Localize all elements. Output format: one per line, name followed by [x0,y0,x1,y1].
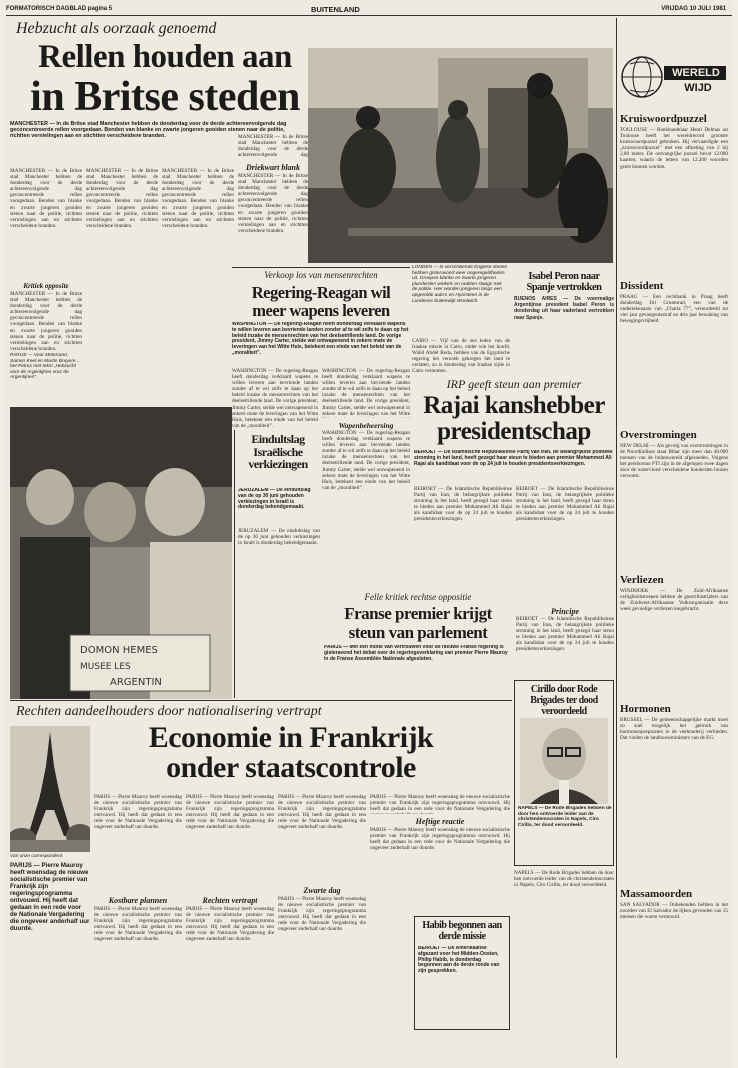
economy-col-4b [370,827,510,913]
israel-body [238,528,320,698]
iran-col-1 [414,486,512,590]
reagan-col-2 [322,368,410,418]
economy-headline-1: Economie in Frankrijk [148,721,434,754]
header-date: VRIJDAG 10 JULI 1981 [661,6,726,12]
riots-headline-1: Rellen houden aan [38,39,292,75]
france-headline-2: steun van parlement [348,623,488,642]
divider [234,430,235,698]
sidebar-item [620,429,728,571]
riots-sub-2: Driekwart blank [245,163,300,172]
riots-col-4-text: MANCHESTER — In de Britse stad Manchester hebben de donderdag voor de derde achtereenvolgende dag geconcentreerde rellen voorgedaan. Benden van blanke en zwarte jongeren gooiden stenen naar de politie, richtten vernielingen aan en stichtten verscheidene branden. [238,173,308,234]
riots-col-2 [86,168,158,404]
israel-lead: JERUZALEM — De eindultslag van de op 30 juni gehouden verkiezingen in Israël is donderdag bekendgemaakt. [238,488,311,511]
sign-text-2: MUSEE LES [80,662,131,672]
reagan-kicker: Verkoop los van mensenrechten [264,270,378,280]
reagan-col-3-text: WASHINGTON — De regering-Reagan heeft donderdag verklaard wapens te willen leveren aan bevriende landen zonder af te wil zelfs te daan op het beleid inzake de mensenrechten van het deelsetrillende land. De vorige president, Jimmy Carter, stelde wel ontwapenend in zekere mate de leveringen van het Witte Huis, betekent een einde van het beleid van de „moraliteit”. [322,430,410,491]
economy-col-3 [278,794,366,882]
riots-sub-1: Kritiek opposite [23,282,69,290]
economy-col-2b [186,906,274,1006]
riots-kicker: Hebzucht als oorzaak genoemd [16,20,217,37]
riots-col-1b-text: MANCHESTER — In de Britse stad Manchester hebben de donderdag voor de derde achtereenvolgende dag geconcentreerde rellen voorgedaan. Benden van blanke en zwarte jongeren gooiden stenen naar de politie, richtten vernielingen aan en stichtten verscheidene branden. [10,291,82,351]
peron-lead: BUENOS AIRES — De voormalige Argentijnse president Isabel Peron is donderdag uit haar vaderland vertrokken naar Spanje. [514,296,614,321]
sidebar-item-title: Massamoorden [620,888,693,900]
logo-word-2: WIJD [684,82,712,94]
habib-lead: BEIROET — De Amerikaanse afgezant voor het Midden-Oosten, Philip Habib, is donderdag begonnen aan de derde ronde van zijn gesprekken. [418,946,500,975]
economy-sub-3: Heftige reactie [415,817,465,826]
sidebar-item-text: BRUSSEL — De gemeenschappelijke markt moet zo snel mogelijk het gebruik van hormonenpreparaten in de veehouderij verbieden. Dat vinden de landbouwministers van de EG. [620,717,728,742]
sidebar-item-title: Dissident [620,280,664,292]
iran-col-2b-text: BEIROET — De Islamitische Republikeinse Partij van Iran, de belangrijkste politieke stroming in het land, heeft gezegd haar steun te bieden aan premier Mohammed Ali Rajai als kandidaat voor de op 24 juli te houden presidentsverkiezingen. [516,616,614,653]
divider [10,700,512,701]
reagan-col-3 [322,430,410,522]
reagan-headline-1: Regering-Reagan wil [251,283,391,302]
sidebar-column [620,110,728,1060]
sidebar-item-text: PRAAG — Een rechtbank in Praag heeft donderdag Jiri Gruntorad, een van de ondertekenaars van „Charta 77”, veroordeeld tot vier jaar gevangenisstraf en drie jaar bewaking van bewegingsvrijheid. [620,294,728,325]
cirillo-body [514,870,614,1020]
iran-headline-2: presidentschap [437,418,591,445]
peron-body [514,296,614,366]
sidebar-item-title: Kruiswoordpuzzel [620,113,707,125]
economy-col-1b [94,906,182,1006]
portrait-image [520,718,608,804]
iran-sub: Principe [551,607,579,616]
protest-image [10,407,232,699]
header-left: FORMATORISCH DAGBLAD pagina 5 [6,6,113,12]
reagan-col-2-text: WASHINGTON — De regering-Reagan heeft donderdag verklaard wapens te willen leveren aan bevriende landen zonder af te wil zelfs te daan op het beleid inzake de mensenrechten van het deelsetrillende land. De vorige president, Jimmy Carter, stelde wel ontwapenend in zekere mate de leveringen van het Witte [322,368,410,417]
economy-col-4 [370,794,510,814]
eiffel-tower-photo [10,726,90,852]
sidebar-item-text: SAN SALVADOR — Onbekenden hebben in het noorden van El Salvador de lijken gevonden van 15 mensen die waren vermoord. [620,902,728,921]
sidebar-item-text: WINDHOEK — De Zuid-Afrikaanse veiligheidstroepen hebben de guerrillastrijders van de Zuidwest-Afrikaanse Volksorganisatie deze week gevoelige verliezen toegebracht. [620,588,728,613]
header-section: BUITENLAND [311,5,360,14]
economy-col-2-text: PARIJS — Pierre Mauroy heeft woensdag de nieuwe socialistische premier van Frankrijk zijn regeringsprogramma ontvouwd. Hij heeft dat gedaan in een rede voor de Nationale Vergadering die ongeveer anderhalf uur duurde. [186,794,274,831]
iran-headline-1: Rajai kanshebber [423,392,605,419]
riots-col-2-text: MANCHESTER — In de Britse stad Manchester hebben de donderdag voor de derde achtereenvolgende dag geconcentreerde rellen voorgedaan. Benden van blanke en zwarte jongeren gooiden stenen naar de politie, richtten vernielingen aan en stichtten verscheidene branden. [86,168,158,229]
economy-col-1-text: PARIJS — Pierre Mauroy heeft woensdag de nieuwe socialistische premier van Frankrijk zijn regeringsprogramma ontvouwd. Hij heeft dat gedaan in een rede voor de Nationale Vergadering die ongeveer anderhalf uur duurde. [94,794,182,831]
iran-col-2-text: BEIROET — De Islamitische Republikeinse Partij van Iran, de belangrijkste politieke stroming in het land, heeft gezegd haar steun te bieden aan premier Mohammed Ali Rajai als kandidaat voor de op 24 juli te houden presidentsverkiezingen. [516,486,614,523]
sidebar-item [620,574,728,700]
cirillo-portrait [520,718,608,804]
economy-col-1b-text: PARIJS — Pierre Mauroy heeft woensdag de nieuwe socialistische premier van Frankrijk zijn regeringsprogramma ontvouwd. Hij heeft dat gedaan in een rede voor de Nationale Vergadering die ongeveer anderhalf uur duurde. [94,906,182,943]
sidebar-item-text: NEW DELHI — Als gevolg van overstromingen in de Noordindiase staat Bihar zijn meer dan 40.000 mensen van de buitenwereld afgesneden. Volgens het persbureau PTI zijn in de afgelopen twee dagen door de watervloed verscheidene honderden huizen verwoest. [620,443,728,480]
economy-col-2b-text: PARIJS — Pierre Mauroy heeft woensdag de nieuwe socialistische premier van Frankrijk zijn regeringsprogramma ontvouwd. Hij heeft dat gedaan in een rede voor de Nationale Vergadering die ongeveer anderhalf uur duurde. [186,906,274,943]
riots-col-3 [162,168,234,404]
sidebar-item-title: Overstromingen [620,429,697,441]
france-headline-1: Franse premier krijgt [344,604,492,623]
divider [616,18,617,1058]
sidebar-item [620,280,728,426]
sidebar-item [620,703,728,885]
economy-lead: PARIJS — Pierre Mauroy heeft woensdag de nieuwe socialistische premier van Frankrijk zijn regeringsprogramma ontvouwd. Hij heeft dat gedaan in een rede voor de Nationale Vergadering die ongeveer anderhalf uur duurde. [10,862,90,932]
eiffel-image [10,726,90,852]
riots-photo-caption: PARIJS — Voor Mitterrand, Samen Keel en Martin Bruyere ... het Petrus met tekst „Hebzucht voor de Argentijnen voor de Argentijnen”. [10,353,81,381]
economy-col-1 [94,794,182,892]
riots-col-1 [10,168,82,278]
cirillo-caption: NAPELS — De Rode Brigades hebben de door hen ontvoerde leider van de christendemocraten in Napels, Ciro Cirillo, ter dood veroordeeld. [518,806,612,828]
sidebar-item [620,113,728,277]
riots-col-1b [10,291,82,351]
sidebar-item [620,888,728,1022]
economy-sub-1: Kostbare plannen [108,896,168,905]
israel-headline: Eindultslag Israëlische verkiezingen [248,432,308,471]
peron-headline: Isabel Peron naar Spanje vertrokken [526,271,602,293]
france-kicker: Felle kritiek rechtse oppositie [364,592,472,602]
riots-col-4a-text: MANCHESTER — In de Britse stad Manchester hebben de donderdag voor de derde achtereenvolgende dag [238,134,308,158]
riots-headline-2: in Britse steden [30,74,300,120]
economy-kicker: Rechten aandeelhouders door nationalisering vertrapt [16,704,322,719]
iran-col-2 [516,486,614,604]
reagan-sub: Wapenbeheersing [338,421,394,430]
divider [232,267,410,268]
economy-sub-4: Zwarte dag [303,886,341,895]
economy-headline-2: onder staatscontrole [166,751,416,784]
economy-col-3-text: PARIJS — Pierre Mauroy heeft woensdag de nieuwe socialistische premier van Frankrijk zijn regeringsprogramma ontvouwd. Hij heeft dat gedaan in een rede voor de Nationale Vergadering die ongeveer anderhalf uur duurde. [278,794,366,831]
economy-col-3b [278,896,366,1006]
iran-col-2b [516,616,614,678]
economy-byline: Van onze correspondent [10,854,63,859]
newspaper-page [6,0,732,1068]
page-header [6,4,732,16]
riots-col-4 [238,173,308,263]
reagan-lead: WASHINGTON — De regering-Reagan heeft donderdag verklaard wapens te willen leveren aan bevriende landen zonder af te wil zelfs te daan op het beleid inzake de mensenrechten van het deelsetrillende land. De vorige president, Jimmy Carter, stelde wel ontwapenend in zekere mate de leveringen van het Witte Huis, betekent een einde van het beleid van de „moraliteit”. [232,322,409,356]
reagan-col-1-text: WASHINGTON — De regering-Reagan heeft donderdag verklaard wapens te willen leveren aan bevriende landen zonder af te wil zelfs te daan op het beleid inzake de mensenrechten van het deelsetrillende land. De vorige president, Jimmy Carter, stelde wel ontwapenend in zekere mate de leveringen van het Witte Huis, betekent een einde van het beleid van de „moraliteit”. [232,368,318,428]
riot-scene-image [308,48,613,263]
habib-headline: Habib begonnen aan derde missie [422,920,502,942]
riots-col-3-text: MANCHESTER — In de Britse stad Manchester hebben de donderdag voor de derde achtereenvolgende dag geconcentreerde rellen voorgedaan. Benden van blanke en zwarte jongeren gooiden stenen naar de politie, richtten vernielingen aan en stichtten verscheidene branden. [162,168,234,229]
iran-kicker: IRP geeft steun aan premier [446,377,582,391]
riots-col-1-text: MANCHESTER — In de Britse stad Manchester hebben de donderdag voor de derde achtereenvolgende dag geconcentreerde rellen voorgedaan. Benden van blanke en zwarte jongeren gooiden stenen naar de politie, richtten vernielingen aan en stichtten verscheidene branden. [10,168,82,229]
paris-protest-photo [10,407,232,699]
economy-sub-2: Rechten vertrapt [202,896,258,905]
iran-col-1-text: BEIROET — De Islamitische Republikeinse Partij van Iran, de belangrijkste politieke stroming in het land, heeft gezegd haar steun te bieden aan premier Mohammed Ali Rajai als kandidaat voor de op 24 juli te houden presidentsverkiezingen. [414,486,512,523]
cirillo-headline: Cirillo door Rode Brigades ter dood veroordeeld [530,684,598,717]
wereld-wijd-logo [620,48,728,106]
economy-col-3b-text: PARIJS — Pierre Mauroy heeft woensdag de nieuwe socialistische premier van Frankrijk zijn regeringsprogramma ontvouwd. Hij heeft dat gedaan in een rede voor de Nationale Vergadering die ongeveer anderhalf uur duurde. [278,896,366,933]
logo-word-1: WERELD [672,67,720,79]
riots-col-4a [238,134,308,158]
economy-col-4b-text: PARIJS — Pierre Mauroy heeft woensdag de nieuwe socialistische premier van Frankrijk zijn regeringsprogramma ontvouwd. Hij heeft dat gedaan in een rede voor de Nationale Vergadering die ongeveer anderhalf uur duurde. [370,827,510,852]
sidebar-item-title: Verliezen [620,574,664,586]
sidebar-item-text: TOULOUSE — Boekhandelaar Henri Delmas uit Toulouse heeft het wereldrecord grootste kruiswoordpuzzel gebroken. Hij vervaardigde een „kruiswoordpuzzel” met een afmeting van 2 bij 2,80 meter. De omvangrijke puzzel bevat 12.000 kaarten, waarin de letters van 12.200 woorden gezet kunnen worden. [620,127,728,170]
sidebar-item-title: Hormonen [620,703,671,715]
economy-col-2 [186,794,274,892]
cirillo-body-text: NAPELS — De Rode Brigades hebben de door hen ontvoerde leider van de christendemocraten in Napels, Ciro Cirillo, ter dood veroordeeld. [514,870,614,889]
reagan-headline-2: meer wapens leveren [252,301,390,320]
israel-body-text: JERUZALEM — De eindultslag van de op 30 juni gehouden verkiezingen in Israël is donderdag bekendgemaakt. [238,528,320,547]
sign-text-1: DOMON HEMES [80,645,158,656]
london-photo-caption: LONDEN — In verschillende Engelse steden hebben gisteravond weer ongeregeldheden uit. Groepen blanke en zwarte jongeren plunderden winkels en raakten slaags met de politie. Hier worden jongeren langs een opgerolde auto's en Hyarsteen in de Londense buitenwijk Woolwich. [412,265,508,304]
cairo-body: CAIRO — Vijf van de zes leden van de Iraakse missie in Cairo, onder wie het hoofd, Walid Abdel Reda, hebben van de Egyptische regering het verzoek gekregen het land te verlaten, zo is donderdag van Iraakse zijde in Cairo vernomen. [412,338,510,374]
iran-lead: BEIROET — De Islamitische Republikeinse Partij van Iran, de belangrijkste politieke stroming in het land, heeft gezegd haar steun te bieden aan premier Mohammed Ali Rajai als kandidaat voor de op 24 juli te houden presidentsverkiezingen. [414,450,613,467]
economy-col-4-text: PARIJS — Pierre Mauroy heeft woensdag de nieuwe socialistische premier van Frankrijk zijn regeringsprogramma ontvouwd. Hij heeft dat gedaan in een rede voor de Nationale Vergadering die [370,794,510,813]
london-riot-photo [308,48,613,263]
france-lead: PARIJS — Met een motie van vertrouwen voor de nieuwe Franse regering is gisteravond het debat over de regeringsverklaring van premier Pierre Mauroy in de Franse Assemblée Nationale afgesloten. [324,645,508,662]
riots-lead: MANCHESTER — In de Britse stad Manchester hebben de donderdag voor de derde achtereenvolgende dag geconcentreerde rellen voorgedaan. Benden van blanke en zwarte jongeren gooiden stenen naar de politie, richtten vernielingen aan en stichtten verscheidene branden. [10,121,287,140]
sign-text-3: ARGENTIN [110,677,162,688]
reagan-col-1 [232,368,318,428]
